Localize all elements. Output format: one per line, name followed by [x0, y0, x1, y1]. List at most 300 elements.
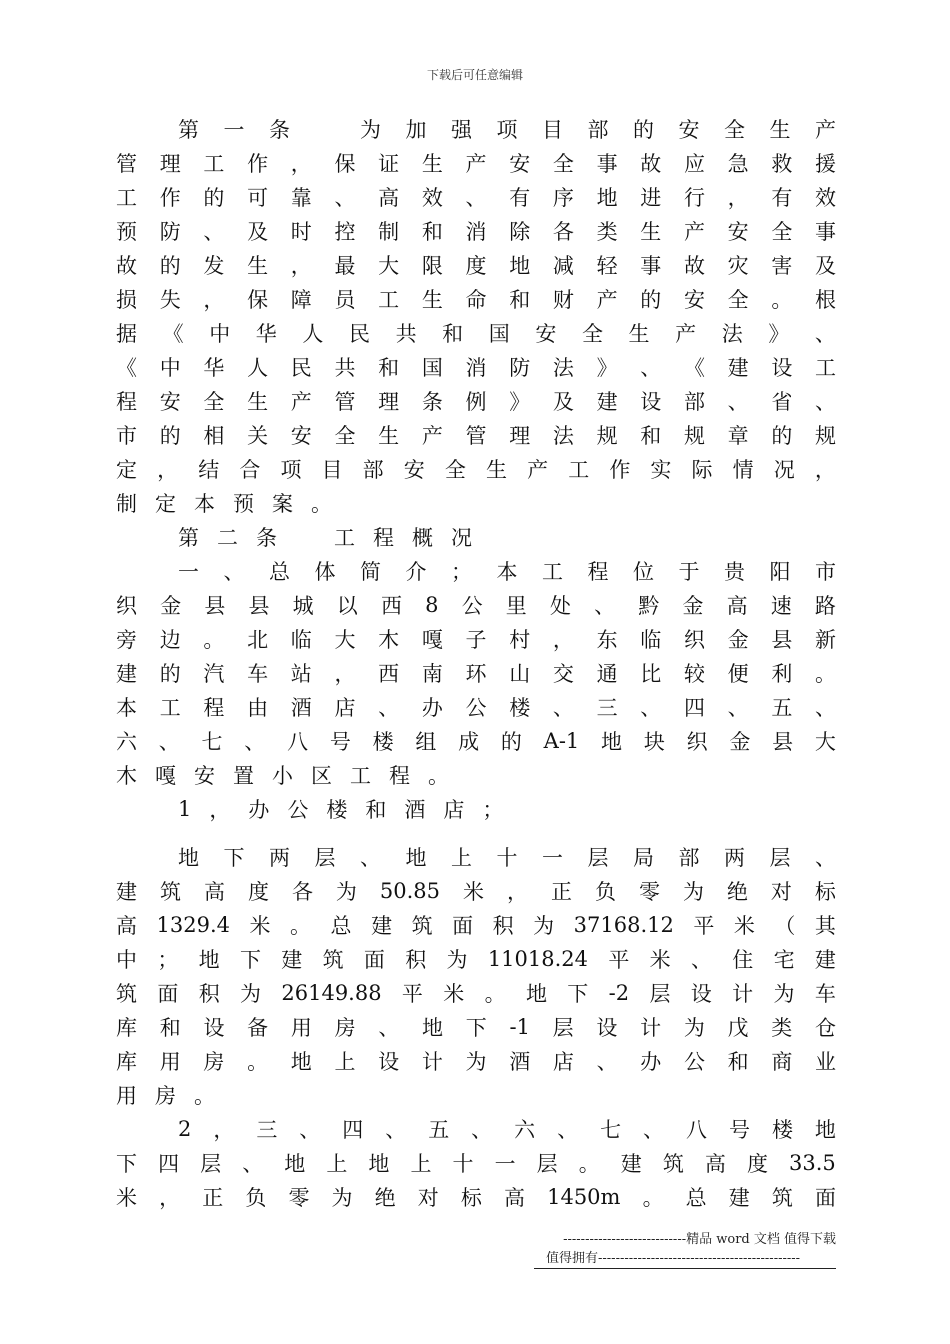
body-line	[116, 656, 836, 690]
text-token: 、	[378, 1016, 400, 1040]
text-token: 下	[567, 982, 589, 1006]
text-token: 积	[198, 982, 220, 1006]
text-token: 生	[769, 118, 791, 142]
text-token: 地	[198, 948, 220, 972]
text-token: 置	[233, 764, 254, 788]
text-token: 中	[116, 948, 137, 972]
text-token: 、	[203, 220, 225, 244]
text-token: 为	[773, 982, 795, 1006]
text-token: 实	[650, 458, 672, 482]
text-token: 进	[640, 186, 662, 210]
text-token: 。	[815, 662, 836, 686]
text-token: 轻	[596, 254, 618, 278]
text-token: 三	[596, 696, 618, 720]
text-token: 行	[683, 186, 705, 210]
text-token: 目	[321, 458, 343, 482]
text-token: 东	[596, 628, 618, 652]
text-token: 定	[155, 492, 176, 516]
text-token: 靠	[290, 186, 312, 210]
text-token: 设	[378, 1050, 400, 1074]
text-token: 、	[640, 356, 662, 380]
text-token: 村	[509, 628, 531, 652]
text-token: 地	[290, 1050, 312, 1074]
text-token: 。	[771, 288, 793, 312]
text-token: 法	[552, 356, 574, 380]
text-token: 、	[815, 390, 836, 414]
text-token: 站	[290, 662, 312, 686]
text-token: 1450m	[547, 1185, 621, 1209]
text-token: 37168.12	[573, 913, 674, 937]
text-token: 、	[727, 696, 749, 720]
text-token: 本	[194, 492, 215, 516]
text-token: 证	[378, 152, 400, 176]
text-token: 生	[378, 424, 400, 448]
text-token: 总	[269, 560, 290, 584]
body-line	[116, 690, 836, 724]
text-token: 比	[640, 662, 662, 686]
text-token: 全	[203, 390, 225, 414]
text-token: 章	[727, 424, 749, 448]
text-token: 关	[247, 424, 269, 448]
text-token: 全	[727, 288, 749, 312]
text-token: 、	[552, 696, 574, 720]
text-token: 条	[421, 390, 443, 414]
text-token: 事	[640, 254, 662, 278]
text-token: 强	[451, 118, 472, 142]
text-token: 防	[159, 220, 181, 244]
text-token: 。	[247, 1050, 269, 1074]
text-token: 上	[410, 1152, 432, 1176]
text-token: 地	[422, 1016, 444, 1040]
text-token: 计	[732, 982, 754, 1006]
text-token: 部	[683, 390, 705, 414]
text-token: 理	[378, 390, 400, 414]
text-token: 工	[815, 356, 836, 380]
text-token: 筑	[322, 948, 344, 972]
text-token: 员	[334, 288, 356, 312]
text-token: 面	[452, 914, 474, 938]
text-token: 作	[609, 458, 631, 482]
text-token: 局	[633, 846, 654, 870]
page-footer	[534, 1228, 836, 1269]
text-token: 项	[496, 118, 518, 142]
text-token: 为	[335, 880, 357, 904]
text-token: 工	[378, 288, 400, 312]
text-token: 度	[746, 1152, 768, 1176]
text-token: 全	[581, 322, 603, 346]
text-token: 全	[771, 220, 793, 244]
text-token: 安	[678, 118, 700, 142]
text-token: 产	[683, 220, 705, 244]
text-token: 控	[334, 220, 356, 244]
text-token: 商	[771, 1050, 793, 1074]
text-token: 为	[360, 118, 381, 142]
text-token: 建	[371, 914, 393, 938]
text-token: 宅	[773, 948, 795, 972]
text-token: 、	[158, 730, 180, 754]
text-token: 制	[116, 492, 137, 516]
text-token: 成	[458, 730, 480, 754]
text-token: 车	[814, 982, 836, 1006]
body-line	[116, 384, 836, 418]
text-token: 设	[640, 390, 662, 414]
text-token: 六	[116, 730, 137, 754]
text-token: 工	[203, 152, 225, 176]
body-line	[116, 452, 836, 486]
text-token: 酒	[290, 696, 312, 720]
text-token: 较	[683, 662, 705, 686]
text-token: 六	[514, 1118, 536, 1142]
text-token: 目	[542, 118, 563, 142]
text-token: 筑	[771, 1186, 793, 1210]
text-token: 作	[247, 152, 269, 176]
text-token: 障	[290, 288, 312, 312]
text-token: 消	[465, 356, 487, 380]
text-token: 房	[155, 1084, 176, 1108]
text-token: 旁	[116, 628, 137, 652]
text-token: 加	[405, 118, 427, 142]
text-token: 、	[360, 846, 381, 870]
text-token: 织	[686, 730, 708, 754]
text-token: 店	[552, 1050, 574, 1074]
text-token: 办	[640, 1050, 662, 1074]
text-token: 便	[727, 662, 749, 686]
text-token: 华	[203, 356, 225, 380]
text-token: 区	[311, 764, 332, 788]
text-token: 上	[451, 846, 472, 870]
text-token: 。	[290, 914, 312, 938]
text-token: 除	[509, 220, 531, 244]
text-token: 体	[314, 560, 336, 584]
text-token: 事	[596, 152, 618, 176]
text-token: 平	[401, 982, 423, 1006]
text-token: 地	[368, 1152, 390, 1176]
text-token: 计	[640, 1016, 662, 1040]
text-token: 高	[378, 186, 400, 210]
text-token: 的	[159, 424, 181, 448]
body-line	[116, 112, 836, 146]
text-token: 根	[815, 288, 836, 312]
text-token: 、	[643, 1118, 665, 1142]
text-token: 时	[290, 220, 312, 244]
text-token: ；	[482, 798, 504, 822]
text-token: 》	[509, 390, 531, 414]
text-token: 筑	[411, 914, 433, 938]
text-token: 一	[542, 846, 563, 870]
body-line	[116, 1180, 836, 1214]
text-token: 层	[649, 982, 671, 1006]
text-token: 用	[290, 1016, 312, 1040]
text-token: 安	[194, 764, 215, 788]
text-token: 本	[116, 696, 137, 720]
text-token: 组	[415, 730, 437, 754]
text-token: 零	[288, 1186, 310, 1210]
text-token: 设	[771, 356, 793, 380]
text-token: 计	[421, 1050, 443, 1074]
text-token: 一	[178, 560, 199, 584]
body-line	[116, 976, 836, 1010]
text-token: 生	[247, 390, 269, 414]
text-token: 地	[525, 982, 547, 1006]
text-token: 负	[245, 1186, 267, 1210]
text-token: 酒	[404, 798, 426, 822]
text-token: 车	[247, 662, 269, 686]
text-token: 例	[465, 390, 487, 414]
text-token: ，	[159, 1186, 181, 1210]
text-token: 金	[727, 628, 749, 652]
text-token: 嘎	[421, 628, 443, 652]
text-token: 灾	[727, 254, 749, 278]
text-token: 《	[683, 356, 705, 380]
text-token: 安	[727, 220, 749, 244]
text-token: 建	[728, 1186, 750, 1210]
text-token: 人	[302, 322, 324, 346]
text-token: 发	[203, 254, 225, 278]
text-token: 和	[509, 288, 531, 312]
text-token: 、	[471, 1118, 493, 1142]
text-token: 库	[116, 1016, 137, 1040]
text-token: 和	[159, 1016, 181, 1040]
text-token: 共	[395, 322, 417, 346]
text-token: 《	[116, 356, 137, 380]
body-line	[116, 1010, 836, 1044]
text-token: 工	[116, 186, 137, 210]
text-token: 11018.24	[487, 947, 589, 971]
text-token: 、	[594, 594, 616, 618]
text-token: 保	[334, 152, 356, 176]
text-token: 。	[428, 764, 449, 788]
text-token: 城	[292, 594, 314, 618]
text-token: 积	[492, 914, 514, 938]
text-token: 为	[240, 982, 262, 1006]
text-token: 四	[342, 1118, 364, 1142]
text-token: 负	[594, 880, 616, 904]
text-token: 公	[465, 696, 487, 720]
text-token: 生	[421, 152, 443, 176]
text-token: 、	[690, 948, 712, 972]
text-token: ，	[507, 880, 528, 904]
text-token: 规	[683, 424, 705, 448]
text-token: 下	[223, 846, 245, 870]
text-token: 部	[587, 118, 609, 142]
text-token: 建	[116, 880, 137, 904]
text-token: 西	[378, 662, 400, 686]
text-token: 损	[116, 288, 137, 312]
text-token: 层	[552, 1016, 574, 1040]
text-token: 防	[509, 356, 531, 380]
text-token: 、	[596, 1050, 618, 1074]
text-token: 失	[159, 288, 181, 312]
body-line	[116, 1078, 836, 1112]
text-token: 高	[704, 1152, 726, 1176]
text-token: 产	[290, 390, 312, 414]
text-token: 地	[405, 846, 427, 870]
text-token: 安	[403, 458, 425, 482]
text-token: 中	[159, 356, 181, 380]
text-token: 和	[365, 798, 387, 822]
text-token: 米	[116, 1186, 137, 1210]
text-token: 和	[442, 322, 464, 346]
body-line	[116, 758, 836, 792]
text-token: 一	[494, 1152, 516, 1176]
body-line	[116, 1112, 836, 1146]
text-token: 程	[587, 560, 609, 584]
text-token: ，	[334, 662, 356, 686]
text-token: 办	[421, 696, 443, 720]
text-token: ，	[203, 288, 225, 312]
text-token: 、	[727, 390, 749, 414]
text-token: 县	[771, 628, 793, 652]
text-token: 十	[496, 846, 518, 870]
text-token: 上	[326, 1152, 348, 1176]
text-token: 、	[378, 696, 400, 720]
text-token: 设	[203, 1016, 225, 1040]
text-token: 。	[642, 1186, 664, 1210]
body-line	[116, 622, 836, 656]
text-token: 》	[768, 322, 790, 346]
text-token: 度	[247, 880, 269, 904]
text-token: 米	[733, 914, 755, 938]
text-token: 八	[287, 730, 309, 754]
body-line	[116, 840, 836, 874]
text-token: 为	[533, 914, 555, 938]
text-token: 织	[116, 594, 137, 618]
text-token: 号	[329, 730, 351, 754]
text-token: 、	[465, 186, 487, 210]
text-token: 高	[116, 914, 137, 938]
text-token: 速	[770, 594, 792, 618]
text-token: 面	[363, 948, 385, 972]
text-token: 故	[683, 254, 705, 278]
body-line	[116, 282, 836, 316]
text-token: 设	[690, 982, 712, 1006]
text-token: 业	[815, 1050, 836, 1074]
text-token: 十	[452, 1152, 474, 1176]
text-token: 的	[500, 730, 522, 754]
text-token: 条	[269, 118, 290, 142]
text-token: 总	[685, 1186, 707, 1210]
text-token: 的	[203, 186, 225, 210]
text-token: 米	[649, 948, 671, 972]
text-token: 用	[116, 1084, 137, 1108]
text-token: 公	[461, 594, 483, 618]
text-token: 筑	[159, 880, 181, 904]
text-token: 人	[247, 356, 269, 380]
text-token: 害	[771, 254, 793, 278]
text-token: 房	[203, 1050, 225, 1074]
text-token: 合	[239, 458, 261, 482]
text-token: 规	[815, 424, 836, 448]
text-token: 大	[814, 730, 836, 754]
text-token: 建	[596, 390, 618, 414]
text-token: 店	[443, 798, 465, 822]
text-token: 据	[116, 322, 137, 346]
text-token: 产	[815, 118, 836, 142]
text-token: 全	[334, 424, 356, 448]
text-token: 、	[223, 560, 245, 584]
text-token: 两	[269, 846, 290, 870]
text-token: 故	[116, 254, 137, 278]
body-line	[116, 1146, 836, 1180]
body-line	[116, 908, 836, 942]
text-token: 概	[412, 526, 433, 550]
text-token: 七	[201, 730, 223, 754]
text-token: 市	[815, 560, 836, 584]
text-token: 第	[178, 526, 199, 550]
text-token: 一	[223, 118, 245, 142]
text-token: 建	[281, 948, 303, 972]
text-token: 及	[247, 220, 269, 244]
text-token: 层	[200, 1152, 222, 1176]
text-token: 房	[334, 1016, 356, 1040]
text-token: 产	[465, 152, 487, 176]
text-token: 国	[421, 356, 443, 380]
text-token: 和	[378, 356, 400, 380]
text-token: 由	[247, 696, 269, 720]
text-token: 民	[290, 356, 312, 380]
text-token: 管	[334, 390, 356, 414]
text-token: 面	[157, 982, 179, 1006]
text-token: 1	[178, 797, 192, 821]
body-line	[116, 350, 836, 384]
text-token: 环	[465, 662, 487, 686]
body-line	[116, 588, 836, 622]
text-token: 五	[428, 1118, 450, 1142]
text-token: 项	[280, 458, 302, 482]
text-token: 、	[334, 186, 356, 210]
text-token: 中	[209, 322, 231, 346]
text-token: 的	[633, 118, 654, 142]
text-token: 》	[596, 356, 618, 380]
text-token: 号	[728, 1118, 750, 1142]
text-token: 高	[203, 880, 225, 904]
text-token: 层	[536, 1152, 558, 1176]
text-token: 地	[284, 1152, 306, 1176]
text-token: 华	[255, 322, 277, 346]
text-token: 西	[380, 594, 402, 618]
text-token: 各	[552, 220, 574, 244]
text-token: 际	[691, 458, 713, 482]
text-token: 工	[542, 560, 563, 584]
text-token: 共	[334, 356, 356, 380]
text-token: 全	[724, 118, 745, 142]
text-token: 度	[465, 254, 487, 278]
text-token: 地	[814, 1118, 836, 1142]
text-token: 木	[378, 628, 400, 652]
subsection-heading	[116, 792, 836, 826]
text-token: 办	[248, 798, 270, 822]
text-token: 酒	[509, 1050, 531, 1074]
text-token: 预	[233, 492, 254, 516]
text-token: 绝	[374, 1186, 396, 1210]
text-token: 新	[815, 628, 836, 652]
text-token: 地	[509, 254, 531, 278]
text-token: 米	[249, 914, 271, 938]
text-token: 里	[505, 594, 527, 618]
text-token: 地	[178, 846, 199, 870]
text-token: 类	[596, 220, 618, 244]
text-token: 有	[509, 186, 531, 210]
text-token: 消	[465, 220, 487, 244]
text-token: 通	[596, 662, 618, 686]
text-token: 楼	[771, 1118, 793, 1142]
text-token: 应	[683, 152, 705, 176]
text-token: 作	[159, 186, 181, 210]
text-token: 安	[159, 390, 181, 414]
text-token: 七	[600, 1118, 622, 1142]
text-token: 小	[272, 764, 293, 788]
text-token: 规	[596, 424, 618, 448]
